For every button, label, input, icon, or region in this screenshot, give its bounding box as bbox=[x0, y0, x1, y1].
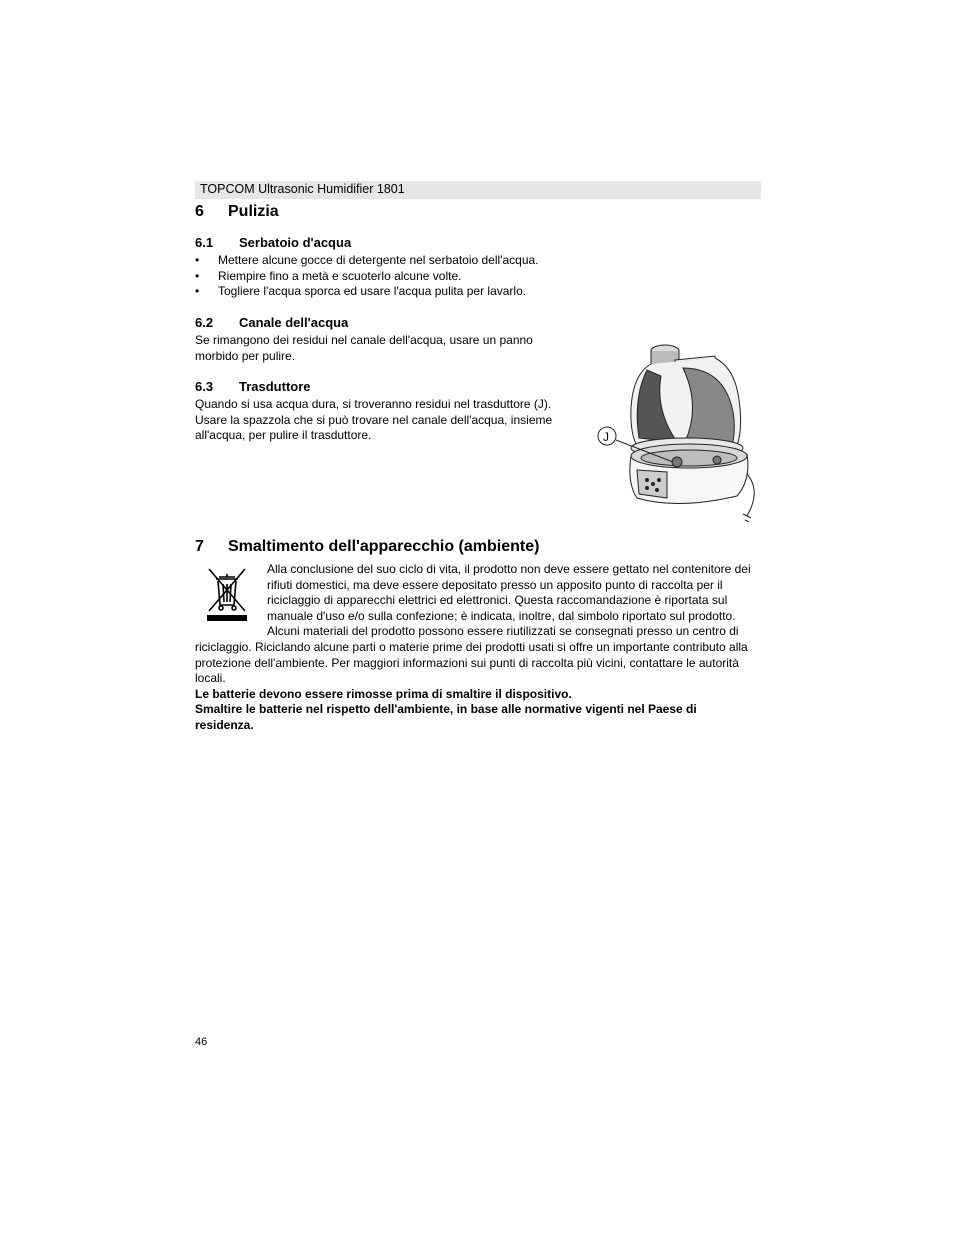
section-number: 6 bbox=[195, 203, 204, 220]
section-6-heading bbox=[195, 203, 279, 221]
subsection-title: Trasduttore bbox=[239, 379, 311, 394]
list-item: • Togliere l'acqua sporca ed usare l'acqua pulita per lavarlo. bbox=[195, 284, 527, 299]
section-7-heading bbox=[195, 538, 539, 556]
battery-disposal-note: Smaltire le batterie nel rispetto dell'ambiente, in base alle normative vigenti nel Paese di bbox=[195, 702, 697, 716]
subsection-number: 6.2 bbox=[195, 315, 214, 330]
subsection-title: Serbatoio d'acqua bbox=[239, 235, 352, 250]
section-title: Smaltimento dell'apparecchio (ambiente) bbox=[228, 538, 540, 555]
section-6-3-heading bbox=[195, 379, 311, 394]
subsection-title: Canale dell'acqua bbox=[239, 315, 349, 330]
section-6-1-heading bbox=[195, 235, 351, 250]
section-6-2-text: Se rimangono dei residui nel canale dell'acqua, usare un panno morbido per pulire. bbox=[195, 333, 533, 363]
humidifier-illustration bbox=[597, 338, 761, 522]
document-title: TOPCOM Ultrasonic Humidifier 1801 bbox=[200, 182, 405, 196]
figure-label-j: J bbox=[603, 430, 609, 444]
weee-crossed-bin-icon bbox=[206, 565, 248, 621]
subsection-number: 6.3 bbox=[195, 379, 214, 394]
list-item: • Riempire fino a metà e scuoterlo alcune volte. bbox=[195, 268, 462, 283]
subsection-number: 6.1 bbox=[195, 235, 214, 250]
section-6-3-text: Quando si usa acqua dura, si troveranno residui nel trasduttore (J). Usare la spazzola che si può trovare nel canale dell'acqua, insieme all'acqua, per pulire il trasduttore. bbox=[195, 397, 553, 443]
section-title: Pulizia bbox=[228, 203, 279, 220]
list-item: • Mettere alcune gocce di detergente nel serbatoio dell'acqua. bbox=[195, 253, 539, 267]
page-number: 46 bbox=[195, 1036, 208, 1048]
section-6-2-heading bbox=[195, 315, 348, 330]
disposal-text-beside-icon: Alla conclusione del suo ciclo di vita, il prodotto non deve essere gettato nel contenitore dei rifiuti domestici, ma deve essere depositato presso un apposito punto di raccolta per il riciclaggio di apparecchi elettrici ed elettronici. Questa raccomandazione è riportata sul manuale d'uso e/o sulla confezione; è indicata, inoltre, dal simbolo riportato sul prodotto. Alcuni materiali del prodotto possono essere riutilizzati se consegnati presso un centro di bbox=[267, 562, 751, 638]
cleaning-bullet-list bbox=[195, 253, 539, 300]
battery-warning: Le batterie devono essere rimosse prima di smaltire il dispositivo. bbox=[195, 686, 572, 701]
section-number: 7 bbox=[195, 538, 204, 555]
disposal-text-full-width: riciclaggio. Riciclando alcune parti o materie prime dei prodotti usati si offre un importante contributo alla protezione dell'ambiente. Per maggiori informazioni sui punti di raccolta più vicini, contattare le autorità locali. Le batterie devono essere rimosse prima di smaltire il dispositivo. Smaltire le batterie nel rispetto dell'ambiente, in base alle normative vigenti nel Paese di residenza. bbox=[195, 640, 761, 733]
